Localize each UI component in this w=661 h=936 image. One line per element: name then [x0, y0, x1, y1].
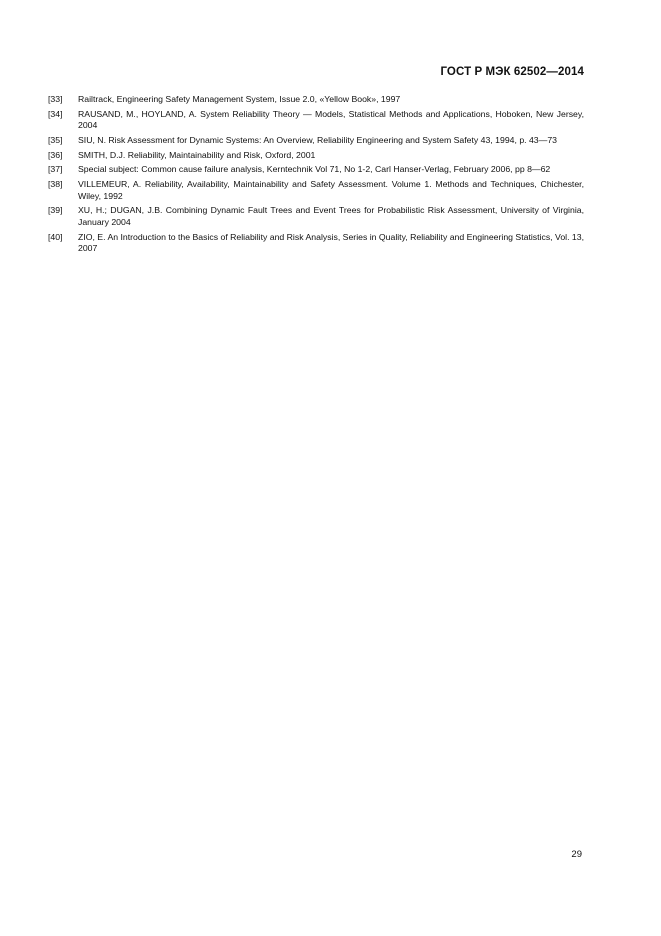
page-number: 29 [571, 849, 582, 860]
reference-text: XU, H.; DUGAN, J.B. Combining Dynamic Fault Trees and Event Trees for Probabilistic Risk Assessment, University of Virginia, January 2004 [78, 205, 584, 227]
reference-text: VILLEMEUR, A. Reliability, Availability, Maintainability and Safety Assessment. Volume 1. Methods and Techniques, Chichester, Wiley, 1992 [78, 179, 584, 201]
page-header-standard-id: ГОСТ Р МЭК 62502—2014 [440, 66, 584, 78]
reference-item [48, 179, 584, 202]
reference-number: [37] [48, 164, 63, 175]
reference-text: SIU, N. Risk Assessment for Dynamic Systems: An Overview, Reliability Engineering and System Safety 43, 1994, p. 43—73 [78, 134, 557, 145]
reference-number: [36] [48, 149, 63, 160]
reference-item [48, 150, 584, 162]
reference-number: [33] [48, 94, 63, 104]
reference-text: Special subject: Common cause failure analysis, Kerntechnik Vol 71, No 1-2, Carl Hanser-Verlag, February 2006, pp 8—62 [78, 164, 551, 175]
reference-number: [34] [48, 108, 63, 119]
reference-item [48, 164, 584, 176]
reference-number: [39] [48, 205, 63, 216]
reference-text: RAUSAND, M., HOYLAND, A. System Reliability Theory — Models, Statistical Methods and Applications, Hoboken, New Jersey, 2004 [78, 108, 584, 131]
reference-list [48, 94, 584, 258]
reference-number: [40] [48, 231, 63, 242]
reference-item [48, 94, 584, 106]
reference-item [48, 135, 584, 147]
reference-number: [35] [48, 134, 63, 145]
reference-item [48, 205, 584, 228]
reference-item [48, 232, 584, 255]
reference-text: SMITH, D.J. Reliability, Maintainability and Risk, Oxford, 2001 [78, 149, 316, 160]
reference-text: ZIO, E. An Introduction to the Basics of Reliability and Risk Analysis, Series in Quality, Reliability and Engineering Statistics, Vol. 13, 2007 [78, 231, 584, 254]
reference-number: [38] [48, 179, 63, 190]
reference-text: Railtrack, Engineering Safety Management System, Issue 2.0, «Yellow Book», 1997 [78, 94, 401, 104]
reference-item [48, 109, 584, 132]
